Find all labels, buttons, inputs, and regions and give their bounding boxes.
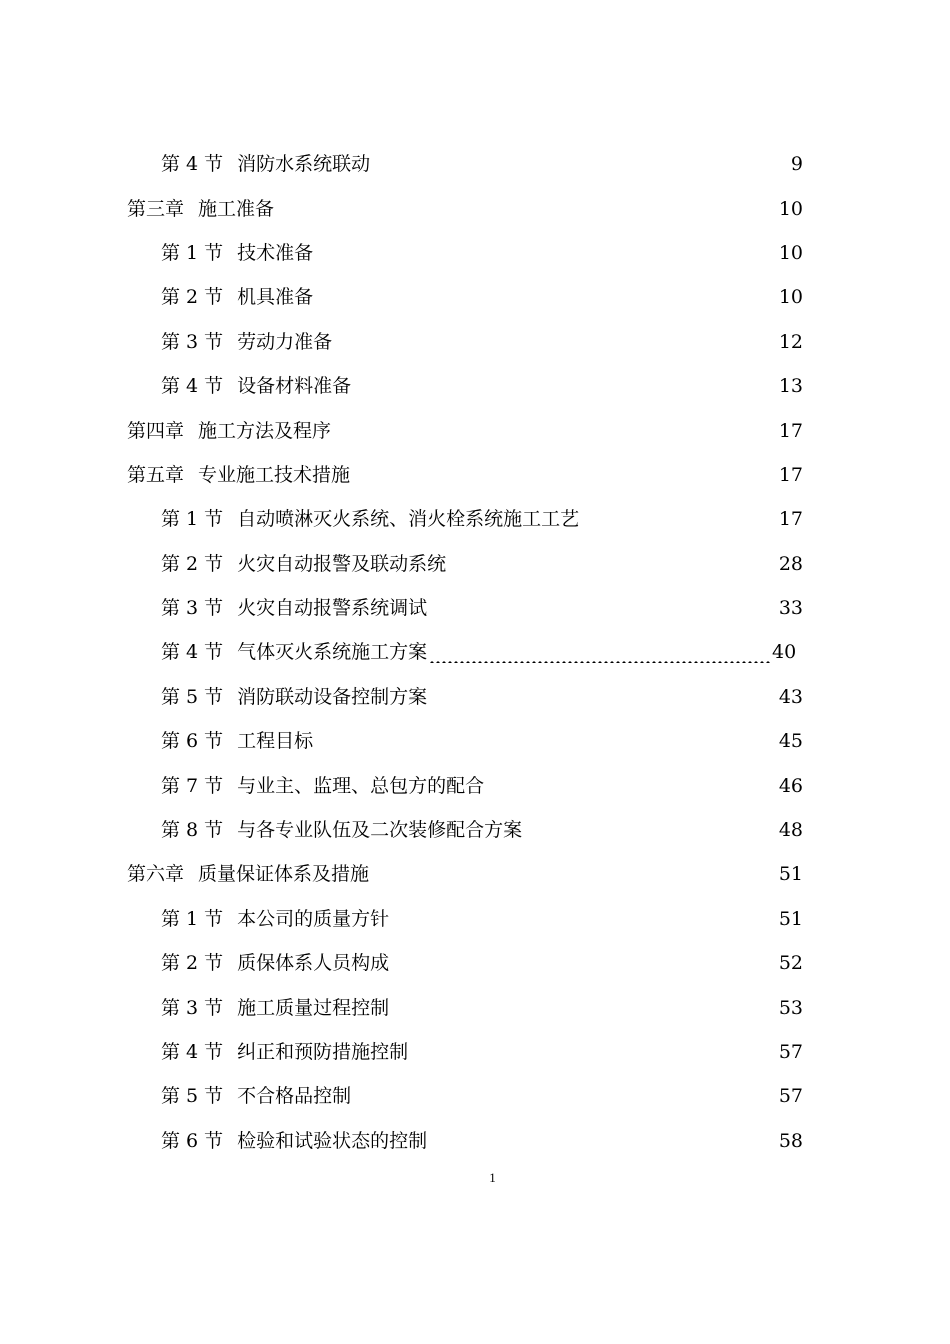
toc-entry-page: 9 (790, 153, 803, 176)
toc-dot-leader (276, 198, 772, 220)
toc-dot-leader (334, 331, 772, 353)
toc-entry[interactable] (0, 231, 950, 275)
toc-entry-number: 第 1 节 (161, 241, 224, 264)
toc-entry-page: 10 (778, 197, 803, 220)
toc-dot-leader (429, 686, 772, 708)
toc-dot-leader (353, 375, 772, 397)
toc-entry-number: 第六章 (127, 863, 185, 886)
toc-dot-leader (486, 775, 772, 797)
toc-entry[interactable] (0, 852, 950, 896)
toc-entry-number: 第 1 节 (161, 508, 224, 531)
toc-entry-page: 10 (778, 241, 803, 264)
toc-entry-page: 52 (778, 952, 803, 975)
toc-entry-title: 本公司的质量方针 (237, 907, 390, 930)
toc-entry-title: 施工方法及程序 (198, 419, 332, 442)
toc-entry[interactable] (0, 1074, 950, 1118)
toc-entry-number: 第 5 节 (161, 685, 224, 708)
toc-entry-page: 10 (778, 286, 803, 309)
toc-entry[interactable] (0, 941, 950, 985)
toc-entry[interactable] (0, 453, 950, 497)
toc-dot-leader (391, 952, 772, 974)
toc-dot-leader (581, 508, 772, 530)
toc-entry[interactable] (0, 186, 950, 230)
toc-dot-leader (353, 1085, 772, 1107)
toc-entry-number: 第 3 节 (161, 597, 224, 620)
toc-entry-number: 第 4 节 (161, 641, 224, 664)
page-number: 1 (489, 1170, 496, 1185)
toc-entry-page: 43 (778, 685, 803, 708)
toc-entry-title: 消防联动设备控制方案 (237, 685, 428, 708)
toc-entry-number: 第 6 节 (161, 730, 224, 753)
toc-entry-title: 火灾自动报警及联动系统 (237, 552, 447, 575)
toc-entry-page: 58 (778, 1129, 803, 1152)
toc-entry[interactable] (0, 142, 950, 186)
toc-entry-number: 第 7 节 (161, 774, 224, 797)
toc-entry-title: 不合格品控制 (237, 1085, 352, 1108)
toc-entry-page: 53 (778, 996, 803, 1019)
toc-entry-page: 40 (772, 641, 797, 664)
toc-entry-title: 质量保证体系及措施 (198, 863, 370, 886)
toc-entry-title: 自动喷淋灭火系统、消火栓系统施工工艺 (237, 508, 580, 531)
toc-entry[interactable] (0, 808, 950, 852)
toc-entry[interactable] (0, 897, 950, 941)
toc-entry-number: 第五章 (127, 463, 185, 486)
toc-entry-number: 第 2 节 (161, 552, 224, 575)
toc-dot-leader (315, 730, 772, 752)
toc-entry-page: 48 (778, 819, 803, 842)
toc-entry-number: 第 2 节 (161, 952, 224, 975)
toc-dot-leader (448, 553, 772, 575)
toc-entry[interactable] (0, 985, 950, 1029)
toc-entry-page: 51 (778, 863, 803, 886)
toc-entry-number: 第 4 节 (161, 153, 224, 176)
toc-entry-number: 第三章 (127, 197, 185, 220)
toc-entry-page: 12 (778, 330, 803, 353)
toc-entry-number: 第 4 节 (161, 1041, 224, 1063)
toc-entry[interactable] (0, 675, 950, 719)
toc-entry[interactable] (0, 275, 950, 319)
toc-entry-title: 质保体系人员构成 (237, 952, 390, 975)
toc-entry-title: 设备材料准备 (237, 375, 352, 398)
toc-entry-number: 第 6 节 (161, 1129, 224, 1152)
toc-entry-title: 纠正和预防措施控制 (237, 1041, 409, 1063)
toc-dot-leader (315, 242, 772, 264)
toc-entry-title: 检验和试验状态的控制 (237, 1129, 428, 1152)
toc-entry[interactable] (0, 586, 950, 630)
toc-entry-title: 与业主、监理、总包方的配合 (237, 774, 485, 797)
toc-entry-page: 13 (778, 375, 803, 398)
toc-entry-page: 45 (778, 730, 803, 753)
toc-entry-page: 46 (778, 774, 803, 797)
toc-dot-leader (429, 597, 772, 619)
toc-entry-title: 劳动力准备 (237, 330, 333, 353)
toc-entry-title: 施工质量过程控制 (237, 996, 390, 1019)
toc-entry-title: 消防水系统联动 (237, 153, 371, 176)
toc-entry-page: 17 (778, 508, 803, 531)
toc-entry[interactable] (0, 630, 950, 674)
toc-dot-leader (391, 997, 772, 1019)
toc-entry-title: 专业施工技术措施 (198, 463, 351, 486)
toc-entry-title: 与各专业队伍及二次装修配合方案 (237, 819, 523, 842)
toc-entry-title: 施工准备 (198, 197, 275, 220)
toc-entry[interactable] (0, 1030, 950, 1074)
toc-dot-leader (429, 641, 772, 663)
toc-entry-number: 第 2 节 (161, 286, 224, 309)
toc-entry[interactable] (0, 719, 950, 763)
toc-entry-page: 51 (778, 907, 803, 930)
toc-entry[interactable] (0, 497, 950, 541)
toc-dot-leader (391, 908, 772, 930)
toc-entry-number: 第 4 节 (161, 375, 224, 398)
toc-entry-number: 第 8 节 (161, 819, 224, 842)
toc-entry-title: 技术准备 (237, 241, 314, 264)
toc-dot-leader (352, 464, 772, 486)
toc-entry-page: 17 (778, 419, 803, 442)
toc-entry[interactable] (0, 763, 950, 807)
toc-entry[interactable] (0, 1119, 950, 1163)
toc-dot-leader (315, 286, 772, 308)
toc-entry-page: 17 (778, 463, 803, 486)
toc-dot-leader (429, 1130, 772, 1152)
toc-entry-number: 第 1 节 (161, 907, 224, 930)
toc-entry-page: 57 (778, 1085, 803, 1108)
toc-entry-number: 第 3 节 (161, 330, 224, 353)
toc-dot-leader (410, 1041, 772, 1063)
toc-dot-leader (333, 420, 772, 442)
toc-entry[interactable] (0, 408, 950, 452)
toc-entry-page: 33 (778, 597, 803, 620)
toc-entry-number: 第 3 节 (161, 996, 224, 1019)
toc-dot-leader (371, 863, 772, 885)
toc-entry-title: 气体灭火系统施工方案 (237, 641, 428, 664)
toc-entry-title: 机具准备 (237, 286, 314, 309)
toc-entry-page: 28 (778, 552, 803, 575)
toc-entry-title: 工程目标 (237, 730, 314, 753)
toc-dot-leader (372, 153, 772, 175)
toc-entry[interactable] (0, 542, 950, 586)
toc-entry-number: 第 5 节 (161, 1085, 224, 1108)
toc-entry[interactable] (0, 364, 950, 408)
table-of-contents (0, 142, 950, 1163)
toc-entry-number: 第四章 (127, 419, 185, 442)
toc-entry-title: 火灾自动报警系统调试 (237, 597, 428, 620)
toc-entry-page: 57 (778, 1041, 803, 1063)
toc-dot-leader (524, 819, 772, 841)
toc-entry[interactable] (0, 320, 950, 364)
